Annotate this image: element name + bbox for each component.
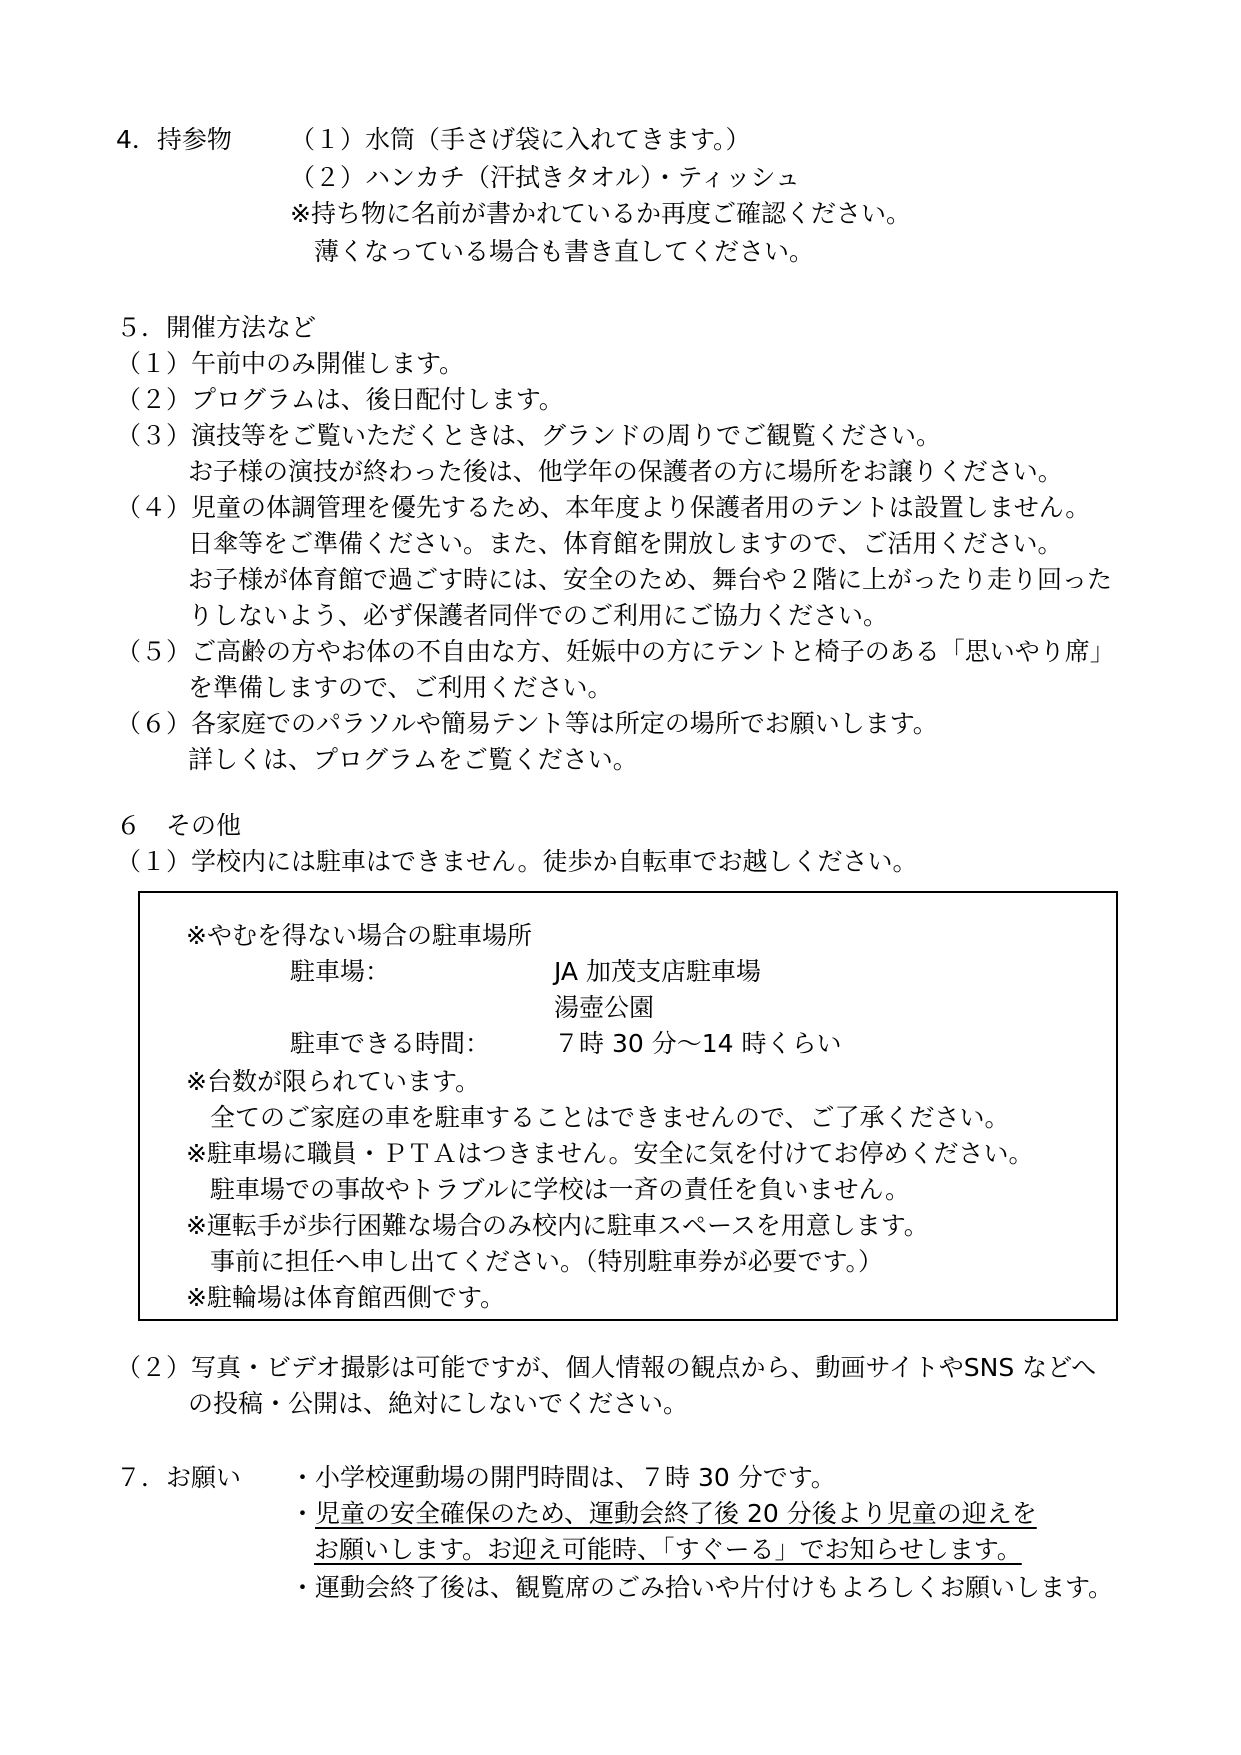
- parking-note-1-cont: 全てのご家庭の車を駐車することはできませんので、ご了承ください。: [210, 1103, 1010, 1132]
- section-4-note: ※持ち物に名前が書かれているか再度ご確認ください。: [290, 199, 911, 228]
- section-4-item-2: （２）ハンカチ（汗拭きタオル）・ティッシュ: [290, 163, 801, 192]
- section-5-line-4-cont-1: 日傘等をご準備ください。また、体育館を開放しますので、ご活用ください。: [188, 529, 1063, 558]
- parking-note-2-cont: 駐車場での事故やトラブルに学校は一斉の責任を負いません。: [210, 1175, 911, 1204]
- section-7-bullet-2-cont: お願いします。お迎え可能時、「すぐーる」でお知らせします。: [314, 1535, 1022, 1564]
- section-4-item-1: （１）水筒（手さげ袋に入れてきます。）: [290, 125, 751, 154]
- section-5-line-3: （３）演技等をご覧いただくときは、グランドの周りでご観覧ください。: [116, 421, 942, 450]
- parking-label: 駐車場：: [290, 957, 391, 986]
- section-5-line-1: （１）午前中のみ開催します。: [116, 349, 465, 378]
- section-5-line-6-cont: 詳しくは、プログラムをご覧ください。: [188, 745, 638, 774]
- section-6-heading: ６ その他: [116, 811, 242, 840]
- section-7-bullet-1: ・小学校運動場の開門時間は、７時 30 分です。: [290, 1463, 836, 1492]
- parking-location-2: 湯壺公園: [554, 993, 655, 1022]
- parking-note-1: ※台数が限られています。: [186, 1067, 480, 1096]
- parking-time-label: 駐車できる時間：: [290, 1029, 491, 1058]
- section-6-line-1: （１）学校内には駐車はできません。徒歩か自転車でお越しください。: [116, 847, 918, 876]
- section-6-line-2: （２）写真・ビデオ撮影は可能ですが、個人情報の観点から、動画サイトやSNS などへ: [116, 1353, 1097, 1382]
- section-7-heading: ７．お願い: [116, 1463, 242, 1492]
- section-5-heading: ５．開催方法など: [116, 313, 317, 342]
- section-5-line-3-cont: お子様の演技が終わった後は、他学年の保護者の方に場所をお譲りください。: [188, 457, 1063, 486]
- section-5-line-6: （６）各家庭でのパラソルや簡易テント等は所定の場所でお願いします。: [116, 709, 938, 738]
- section-5-line-4-cont-3: りしないよう、必ず保護者同伴でのご利用にご協力ください。: [188, 601, 889, 630]
- section-7-bullet-2-underlined: 児童の安全確保のため、運動会終了後 20 分後より児童の迎えを: [315, 1499, 1037, 1528]
- parking-time-value: ７時 30 分～14 時くらい: [554, 1029, 842, 1058]
- section-5-line-5: （５）ご高齢の方やお体の不自由な方、妊娠中の方にテントと椅子のある「思いやり席」: [116, 637, 1115, 666]
- section-5-line-4: （４）児童の体調管理を優先するため、本年度より保護者用のテントは設置しません。: [116, 493, 1091, 522]
- parking-note-3: ※運転手が歩行困難な場合のみ校内に駐車スペースを用意します。: [186, 1211, 929, 1240]
- section-4-heading: 4．持参物: [116, 125, 232, 154]
- section-5-line-2: （２）プログラムは、後日配付します。: [116, 385, 564, 414]
- section-4-note-cont: 薄くなっている場合も書き直してください。: [314, 237, 815, 266]
- parking-location-1: JA 加茂支店駐車場: [554, 957, 761, 986]
- section-5-line-4-cont-2: お子様が体育館で過ごす時には、安全のため、舞台や２階に上がったり走り回った: [188, 565, 1113, 594]
- parking-note-2: ※駐車場に職員・ＰＴＡはつきません。安全に気を付けてお停めください。: [186, 1139, 1034, 1168]
- section-7-bullet-2: ・児童の安全確保のため、運動会終了後 20 分後より児童の迎えを: [290, 1499, 1037, 1528]
- parking-note-3-cont: 事前に担任へ申し出てください。（特別駐車券が必要です。）: [210, 1247, 884, 1276]
- parking-note-4: ※駐輪場は体育館西側です。: [186, 1283, 505, 1312]
- section-7-bullet-3: ・運動会終了後は、観覧席のごみ拾いや片付けもよろしくお願いします。: [290, 1573, 1114, 1602]
- section-6-line-2-cont: の投稿・公開は、絶対にしないでください。: [188, 1389, 689, 1418]
- section-5-line-5-cont: を準備しますので、ご利用ください。: [188, 673, 613, 702]
- parking-box-title: ※やむを得ない場合の駐車場所: [186, 921, 532, 950]
